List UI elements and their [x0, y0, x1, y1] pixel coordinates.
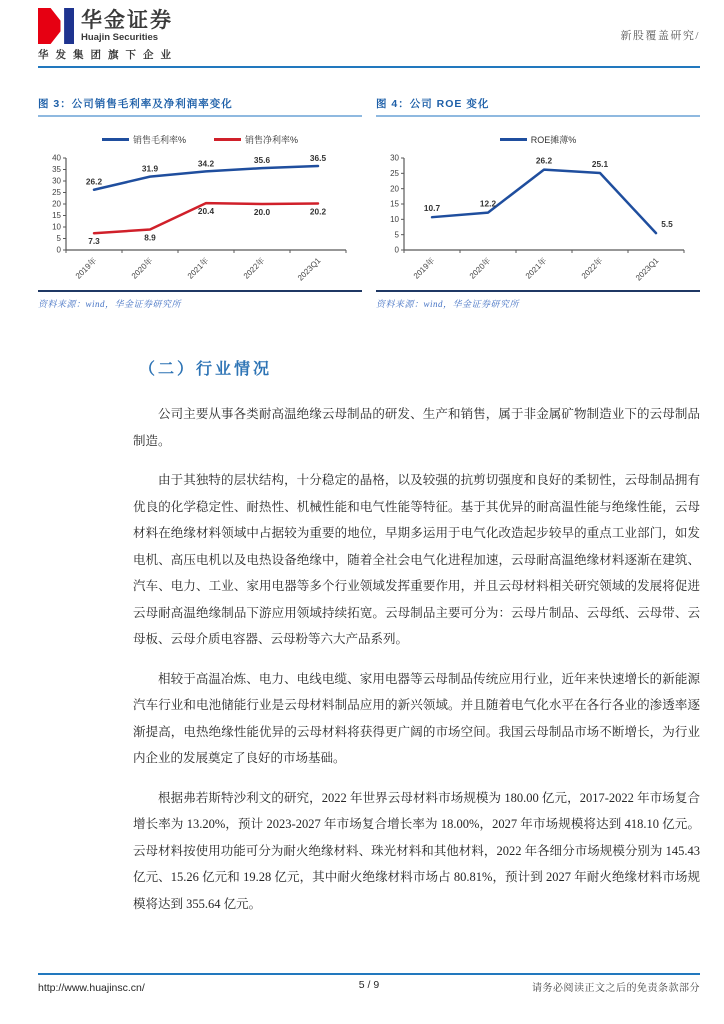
page-header	[38, 8, 700, 68]
figures-row	[38, 96, 700, 310]
svg-text:2023Q1: 2023Q1	[633, 256, 661, 283]
section-heading: （二）行业情况	[139, 361, 273, 378]
body-paragraph: 相较于高温冶炼、电力、电线电缆、家用电器等云母制品传统应用行业，近年来快速增长的新能源汽车行业和电池储能行业是云母材料制品应用的新兴领域。并且随着电气化水平在各行各业的渗透率逐渐提高，电热绝缘性能优异的云母材料将获得更广阔的市场空间。我国云母制品市场不断增长，为行业内企业的发展奠定了良好的市场基础。	[133, 671, 700, 765]
svg-text:2020年: 2020年	[467, 256, 493, 281]
svg-text:5: 5	[56, 234, 61, 244]
brand-subtitle: 华发集团旗下企业	[38, 49, 178, 61]
svg-text:7.3: 7.3	[88, 236, 100, 247]
svg-text:25: 25	[52, 188, 61, 198]
svg-text:2021年: 2021年	[523, 256, 549, 281]
legend-item	[214, 133, 298, 146]
svg-text:15: 15	[390, 199, 399, 209]
figure-4	[376, 96, 700, 310]
legend-swatch	[500, 138, 527, 141]
header-rule	[38, 66, 700, 68]
svg-text:20: 20	[390, 184, 399, 194]
svg-text:10: 10	[52, 222, 61, 232]
svg-text:20: 20	[52, 199, 61, 209]
legend-item	[500, 133, 577, 146]
brand-name-en: Huajin Securities	[81, 31, 159, 43]
svg-text:20.4: 20.4	[197, 206, 215, 217]
chart-legend	[38, 133, 362, 146]
svg-text:5: 5	[394, 230, 399, 240]
legend-label: 销售净利率%	[245, 135, 299, 145]
legend-item	[102, 133, 186, 146]
huajin-logo-icon	[38, 8, 74, 44]
svg-text:36.5: 36.5	[309, 153, 327, 164]
legend-swatch	[214, 138, 241, 141]
svg-text:15: 15	[52, 211, 61, 221]
line-chart-canvas	[376, 148, 700, 288]
figure-3	[38, 96, 362, 310]
svg-text:26.2: 26.2	[535, 155, 553, 166]
legend-swatch	[102, 138, 129, 141]
brand-name-cn: 华金证券	[81, 8, 173, 32]
page-footer	[38, 973, 700, 994]
svg-text:31.9: 31.9	[141, 163, 159, 174]
svg-text:30: 30	[390, 153, 399, 163]
body-paragraph: 根据弗若斯特沙利文的研究，2022 年世界云母材料市场规模为 180.00 亿元，2017-2022 年市场复合增长率为 13.20%，预计 2023-2027 年市场复合增长率为 18.00%，2027 年市场规模将达到 418.10 亿元。云母材料按使用功能可分为耐火绝缘材料、珠光材料和其他材料，2022 年各细分市场规模分别为 145.43 亿元、15.26 亿元和 19.28 亿元，其中耐火绝缘材料市场占 80.81%，预计到 2027 年耐火绝缘材料市场规模将达到 355.64 亿元。	[133, 790, 700, 911]
svg-text:25: 25	[390, 168, 399, 178]
svg-text:10: 10	[390, 214, 399, 224]
svg-text:0: 0	[394, 245, 399, 255]
footer-url-link[interactable]: http://www.huajinsc.cn/	[38, 982, 145, 994]
page-number: 5 / 9	[358, 979, 380, 991]
svg-text:26.2: 26.2	[85, 176, 103, 187]
svg-text:2022年: 2022年	[579, 256, 605, 281]
body-paragraph: 由于其独特的层状结构，十分稳定的晶格，以及较强的抗剪切强度和良好的柔韧性，云母制品拥有优良的化学稳定性、耐热性、机械性能和电气性能等特征。基于其优异的耐高温性能与绝缘性能，云母材料在绝缘材料领域中占据较为重要的地位，早期多运用于电气化改造起步较早的重点工业部门，如发电机、高压电机以及电热设备绝缘中，随着全社会电气化进程加速，云母耐高温绝缘材料逐渐在建筑、汽车、电力、工业、家用电器等多个行业领域发挥重要作用，并且云母材料相关研究领域的发展将促进云母耐高温绝缘制品下游应用领域持续拓宽。云母制品主要可分为：云母片制品、云母纸、云母带、云母板、云母介质电容器、云母粉等六大产品系列。	[133, 473, 700, 646]
figure-title: 图 3：公司销售毛利率及净利润率变化	[38, 96, 362, 117]
brand-block	[38, 8, 173, 44]
svg-text:10.7: 10.7	[423, 203, 441, 214]
svg-text:35.6: 35.6	[253, 155, 271, 166]
figure-source: 资料来源：wind，华金证券研究所	[38, 299, 182, 309]
legend-label: ROE摊薄%	[530, 135, 577, 145]
industry-section	[133, 356, 700, 917]
svg-text:25.1: 25.1	[591, 159, 609, 170]
svg-text:2023Q1: 2023Q1	[295, 256, 323, 283]
svg-text:34.2: 34.2	[197, 158, 215, 169]
line-chart-canvas	[38, 148, 362, 288]
svg-text:30: 30	[52, 176, 61, 186]
svg-text:8.9: 8.9	[144, 232, 156, 243]
svg-text:2020年: 2020年	[129, 256, 155, 281]
svg-text:40: 40	[52, 153, 61, 163]
body-paragraph: 公司主要从事各类耐高温绝缘云母制品的研发、生产和销售，属于非金属矿物制造业下的云母制品制造。	[133, 407, 700, 448]
svg-text:2022年: 2022年	[241, 256, 267, 281]
svg-text:20.2: 20.2	[309, 206, 327, 217]
svg-text:5.5: 5.5	[661, 219, 673, 230]
svg-text:2019年: 2019年	[73, 256, 99, 281]
figure-title: 图 4：公司 ROE 变化	[376, 96, 700, 117]
svg-text:12.2: 12.2	[479, 198, 497, 209]
figure-source: 资料来源：wind，华金证券研究所	[376, 299, 520, 309]
svg-text:20.0: 20.0	[253, 207, 271, 217]
svg-text:2021年: 2021年	[185, 256, 211, 281]
svg-text:0: 0	[56, 245, 61, 255]
svg-text:2019年: 2019年	[411, 256, 437, 281]
chart-legend	[376, 133, 700, 146]
legend-label: 销售毛利率%	[132, 135, 186, 145]
svg-text:35: 35	[52, 165, 61, 175]
report-category-label: 新股覆盖研究/	[620, 30, 700, 42]
footer-disclaimer: 请务必阅读正文之后的免责条款部分	[532, 983, 700, 994]
